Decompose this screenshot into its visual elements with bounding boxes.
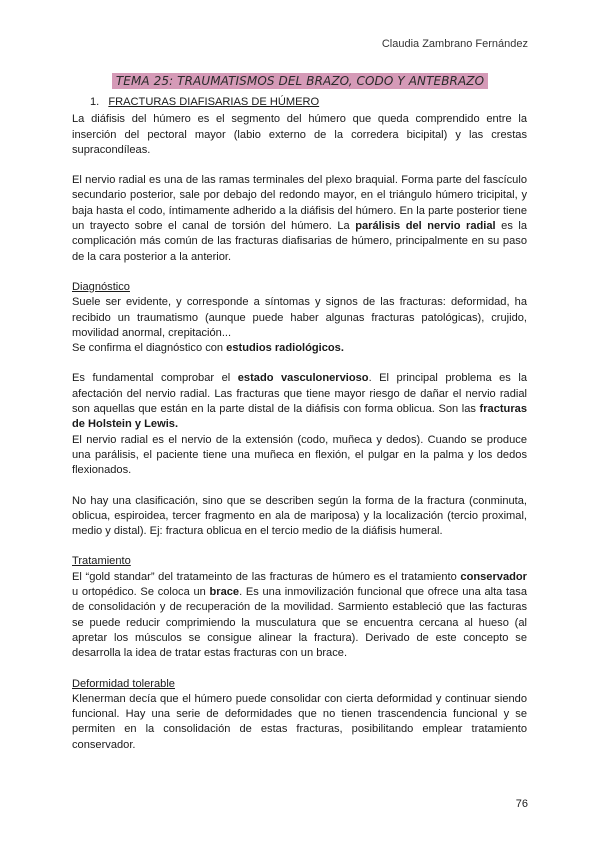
section-title: FRACTURAS DIAFISARIAS DE HÚMERO: [108, 96, 320, 108]
tratamiento-heading: Tratamiento: [72, 555, 131, 568]
diagnostico-paragraph-1: Suele ser evidente, y corresponde a síntomas y signos de las fracturas: deformidad, ha recibido un traumatismo (aunque puede haber algunas fracturas patológicas), crujido, movilidad anormal, crepitación...: [72, 296, 527, 339]
section-number: 1.: [90, 96, 100, 108]
intro-paragraph-2: El nervio radial es una de las ramas terminales del plexo braquial. Forma parte del fascículo secundario posterior, sale por debajo del redondo mayor, en el triángulo húmero tricipital, y baja hasta el codo, íntimamente adherido a la diáfisis del húmero. En la parte posterior tiene un trayecto sobre el canal de torsión del húmero. La parálisis del nervio radial es la complicación más común de las fracturas diafisarias de húmero, principalmente en su paso de la cara posterior a la anterior.: [72, 174, 528, 263]
deformidad-heading: Deformidad tolerable: [72, 677, 175, 690]
title-container: [0, 72, 600, 90]
diagnostico-heading: Diagnóstico: [72, 280, 130, 293]
diagnostico-paragraph-3: Es fundamental comprobar el estado vasculonervioso. El principal problema es la afectación del nervio radial. Las fracturas que tiene mayor riesgo de dañar el nervio radial son aquellas que están en la parte distal de la diáfisis con forma oblicua. Son las fracturas de Holstein y Lewis.: [72, 372, 527, 431]
diagnostico-paragraph-5: No hay una clasificación, sino que se describen según la forma de la fractura (conminuta, oblicua, espiroidea, tercer fragmento en ala de mariposa) y la localización (tercio proximal, medio y distal). Ej: fractura oblicua en el tercio medio de la diáfisis humeral.: [72, 494, 527, 538]
section-heading: [90, 95, 527, 110]
author-name: Claudia Zambrano Fernández: [381, 38, 528, 50]
tratamiento-paragraph-1: El “gold standar” del tratameinto de las fracturas de húmero es el tratamiento conservador u ortopédico. Se coloca un brace. Es una inmovilización funcional que ofrece una alta tasa de consolidación y de recuperación de la movilidad. Sarmiento estableció que las facturas se puede reducir comprimiendo la musculatura que se encuentra cercana al hueso (al apretar los músculos se consigue alinear la fractura). Derivado de este concepto se desarrolla la idea de tratar estas fracturas con un brace.: [72, 570, 527, 660]
diagnostico-paragraph-2: Se confirma el diagnóstico con estudios radiológicos.: [72, 342, 344, 355]
page-number: 76: [515, 798, 528, 810]
document-body: [72, 95, 527, 753]
diagnostico-paragraph-4: El nervio radial es el nervio de la extensión (codo, muñeca y dedos). Cuando se produce una parálisis, el paciente tiene una muñeca en flexión, el pulgar en la palma y los dedos flexionados.: [72, 433, 527, 477]
page-title: TEMA 25: TRAUMATISMOS DEL BRAZO, CODO Y ANTEBRAZO: [112, 73, 488, 89]
deformidad-paragraph-1: Klenerman decía que el húmero puede consolidar con cierta deformidad y continuar siendo funcional. Hay una serie de deformidades que no tienen trascendencia funcional y se permiten en la consolidación de estas fracturas, posibilitando emplear tratamiento conservador.: [72, 692, 527, 751]
intro-paragraph-1: La diáfisis del húmero es el segmento del húmero que queda comprendido entre la inserción del pectoral mayor (labio externo de la corredera bicipital) y las crestas supracondíleas.: [72, 113, 527, 156]
